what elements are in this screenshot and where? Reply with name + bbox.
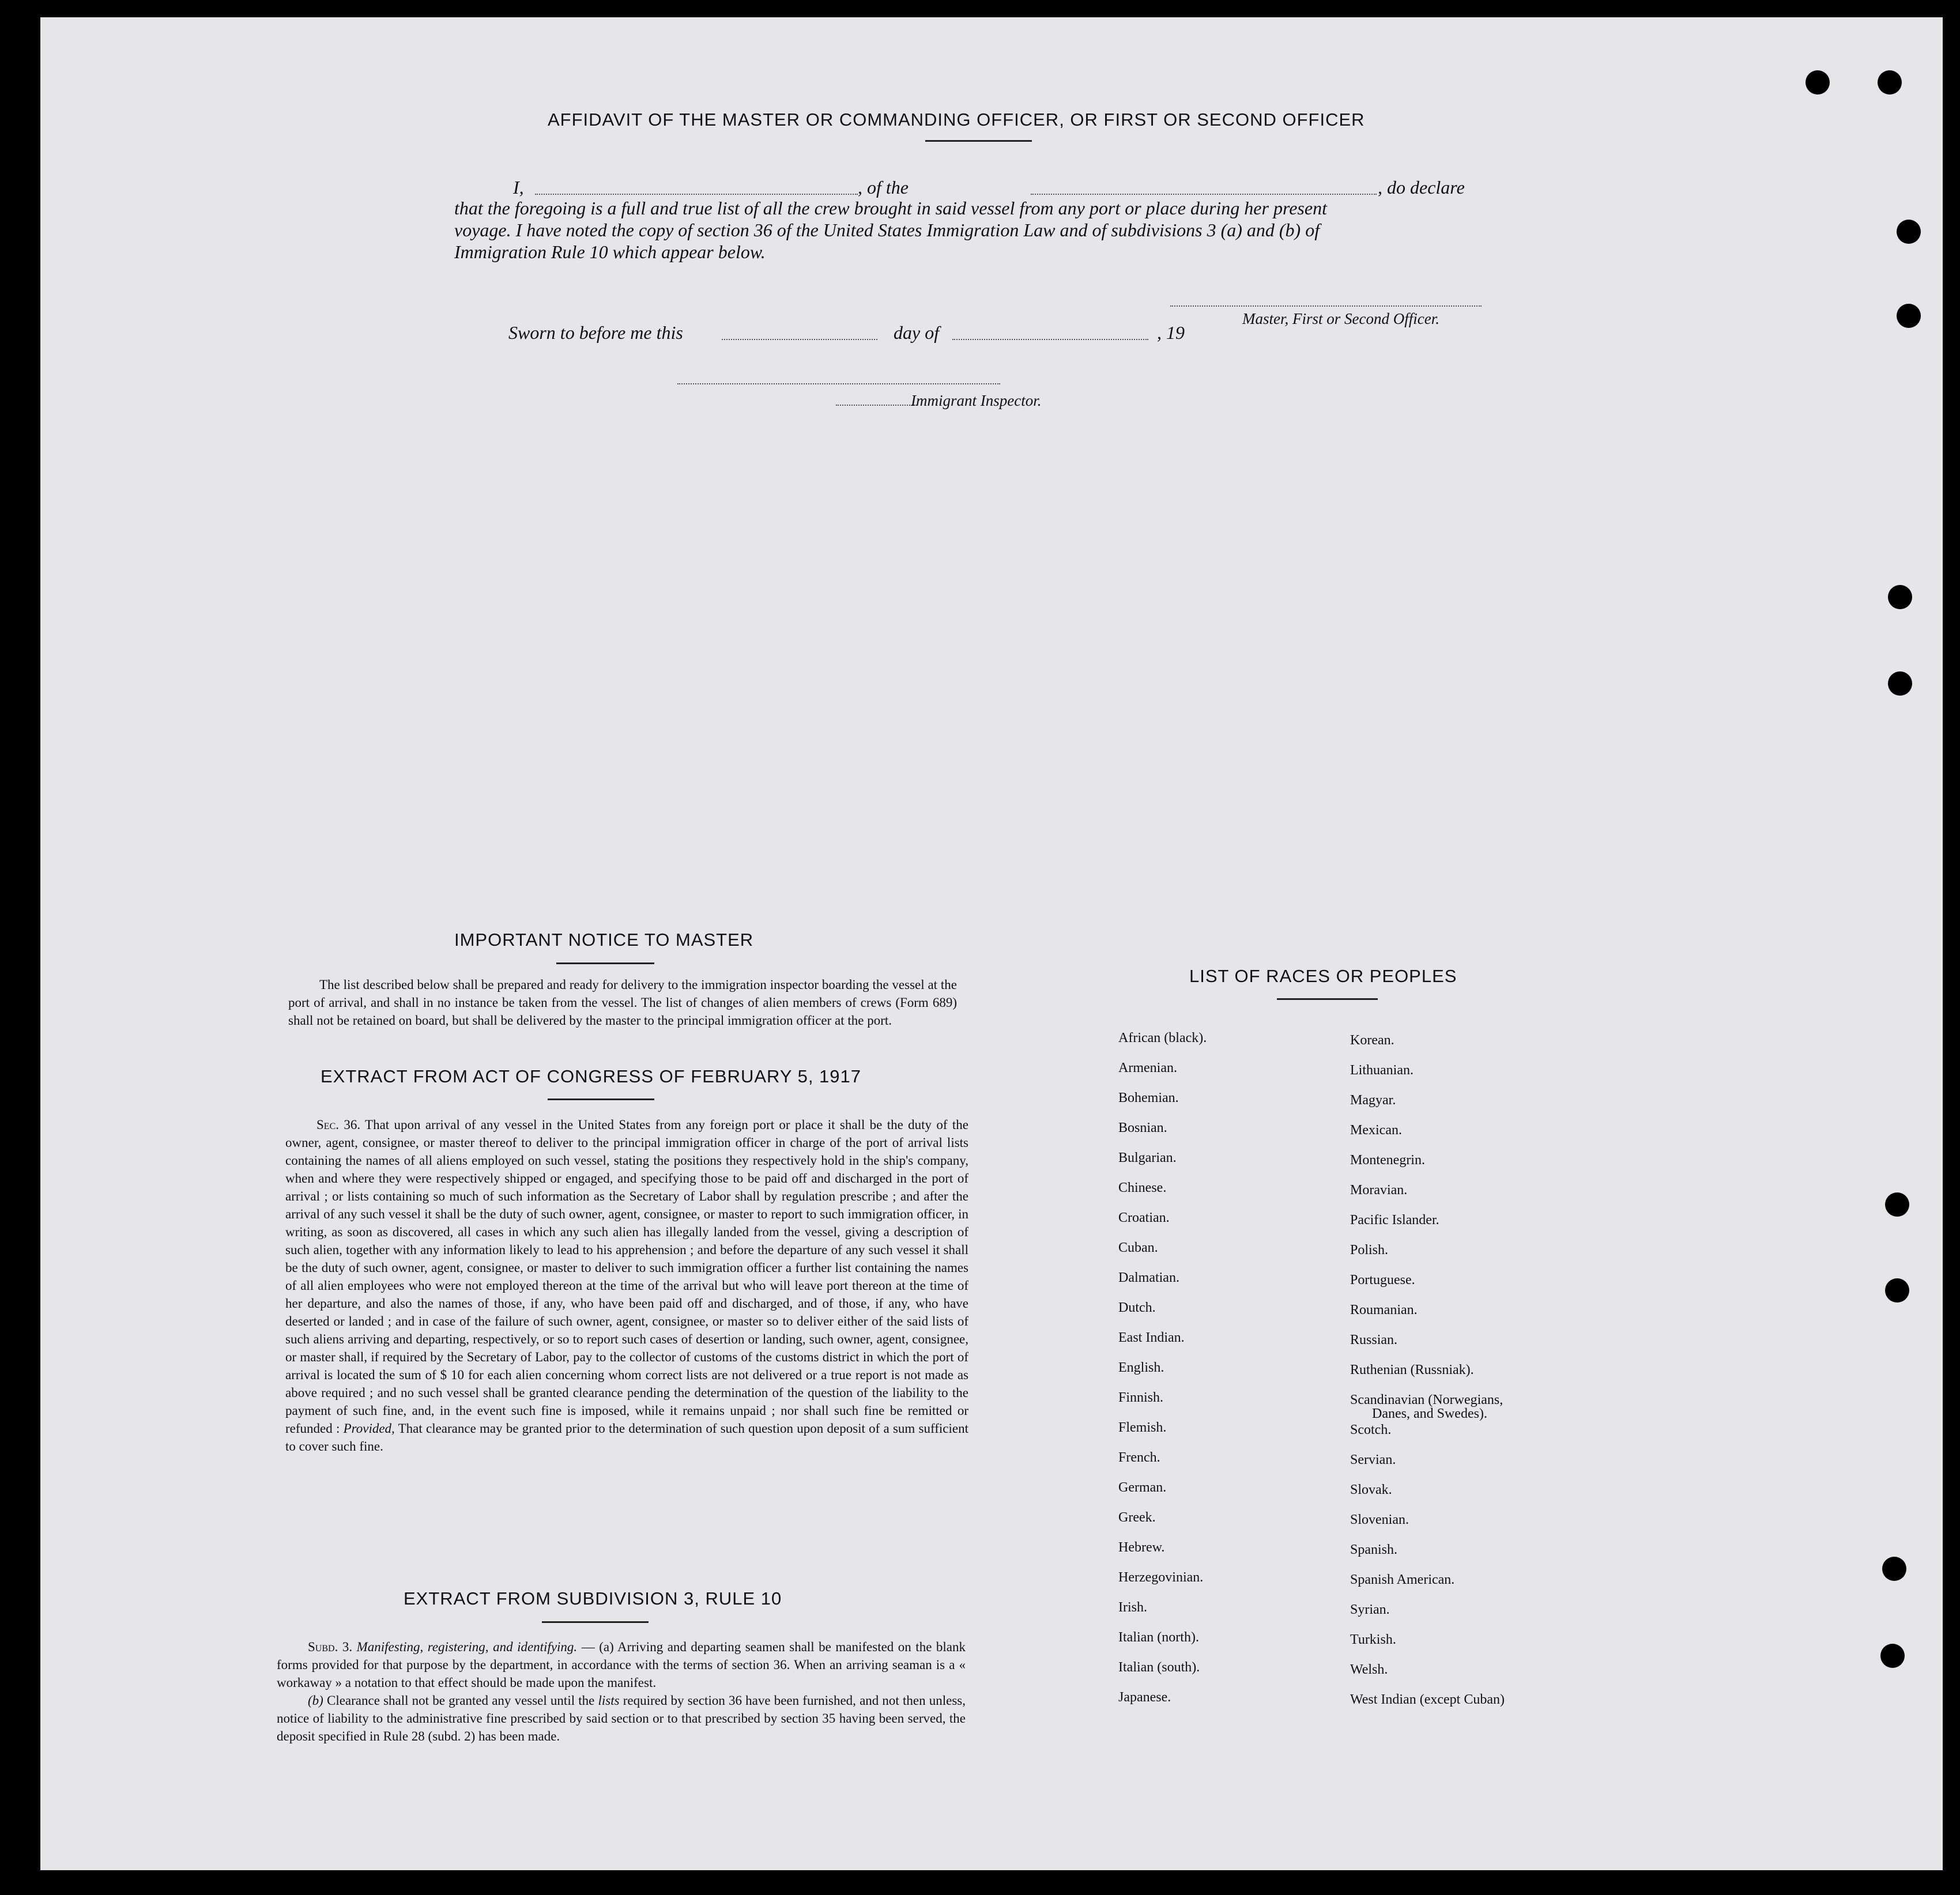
of-the-label: , of the [858, 177, 909, 198]
affidavit-title: AFFIDAVIT OF THE MASTER OR COMMANDING OFFICER, OR FIRST OR SECOND OFFICER [548, 110, 1365, 130]
sec-label: Sec. 36. [316, 1118, 361, 1132]
punch-hole [1880, 1644, 1905, 1668]
race-item: Welsh. [1350, 1662, 1388, 1677]
race-item: Magyar. [1350, 1093, 1396, 1108]
race-item: Italian (south). [1118, 1660, 1200, 1675]
subd-b-text: required by section 36 have been furnished, and not then unless, notice of liability to the administrative fine prescribed by said section or to that prescribed by section 35 having been served, the deposit specified in Rule 28 (subd. 2) has been made. [277, 1693, 966, 1743]
punch-hole [1885, 1192, 1909, 1217]
affidavit-declaration [454, 176, 1516, 263]
subd-a-text: Arriving and departing seamen shall be manifested on the blank forms provided for that purpose by the department, in accordance with the terms of section 36. When an arriving seaman is a « workaway » a notation to that effect should be made upon the manifest. [277, 1640, 966, 1690]
race-item: Spanish. [1350, 1542, 1398, 1557]
races-title: LIST OF RACES OR PEOPLES [1189, 966, 1457, 986]
race-item: Scotch. [1350, 1422, 1392, 1437]
act-body-end: That clearance may be granted prior to the determination of such question upon deposit of a sum sufficient to cover such fine. [285, 1421, 968, 1454]
race-item: Ruthenian (Russniak). [1350, 1362, 1474, 1377]
rule-title: EXTRACT FROM SUBDIVISION 3, RULE 10 [404, 1588, 782, 1609]
subd-label: Subd. 3. [308, 1640, 353, 1654]
race-item: African (black). [1118, 1030, 1207, 1045]
punch-hole [1878, 70, 1902, 95]
act-title: EXTRACT FROM ACT OF CONGRESS OF FEBRUARY 5, 1917 [321, 1066, 862, 1086]
race-item: Slovenian. [1350, 1512, 1409, 1527]
inspector-signature-line [677, 383, 1000, 384]
race-item: Slovak. [1350, 1482, 1392, 1497]
act-provided: Provided, [343, 1421, 395, 1436]
punch-hole [1888, 585, 1912, 609]
affidavit-line: voyage. I have noted the copy of section 36 of the United States Immigration Law and of subdivisions 3 (a) and (b) of [454, 220, 1320, 240]
race-item: Greek. [1118, 1510, 1156, 1525]
races-column-2 [1350, 1025, 1505, 1715]
race-item: Croatian. [1118, 1210, 1170, 1225]
race-item: Bosnian. [1118, 1120, 1167, 1135]
race-item: Armenian. [1118, 1060, 1177, 1075]
race-item: Russian. [1350, 1332, 1398, 1347]
sworn-line [508, 322, 1258, 345]
affidavit-i-label: I, [513, 177, 524, 198]
race-item: Turkish. [1350, 1632, 1396, 1647]
subd-a-label: — (a) [581, 1640, 614, 1654]
title-underline [542, 1621, 649, 1623]
race-item: Bulgarian. [1118, 1150, 1177, 1165]
race-item: Scandinavian (Norwegians, [1350, 1392, 1503, 1407]
rule-text [277, 1638, 966, 1745]
notice-text [288, 976, 957, 1029]
document-page [40, 17, 1943, 1870]
race-item: Cuban. [1118, 1240, 1158, 1255]
inspector-signature-line [836, 405, 917, 406]
affidavit-line: Immigration Rule 10 which appear below. [454, 241, 766, 262]
race-item: Dutch. [1118, 1300, 1156, 1315]
race-item: Finnish. [1118, 1390, 1164, 1405]
race-item: Herzegovinian. [1118, 1570, 1204, 1585]
race-item: East Indian. [1118, 1330, 1185, 1345]
race-item: Montenegrin. [1350, 1153, 1425, 1168]
race-item: Hebrew. [1118, 1540, 1165, 1555]
declare-label: , do declare [1378, 177, 1465, 198]
race-item: English. [1118, 1360, 1164, 1375]
subd-b-lists: lists [598, 1693, 620, 1708]
subd-b-text: Clearance shall not be granted any vessel until the [326, 1693, 595, 1708]
race-item: West Indian (except Cuban) [1350, 1692, 1505, 1707]
day-of-label: day of [894, 322, 940, 343]
race-item: Flemish. [1118, 1420, 1167, 1435]
vessel-blank [1031, 194, 1377, 195]
affidavit-line: that the foregoing is a full and true list of all the crew brought in said vessel from any port or place during her present [454, 198, 1327, 218]
race-item: Irish. [1118, 1600, 1147, 1615]
subd-b-label: (b) [308, 1693, 323, 1708]
race-item: Japanese. [1118, 1690, 1171, 1705]
punch-hole [1806, 70, 1830, 95]
race-item: Pacific Islander. [1350, 1213, 1439, 1228]
punch-hole [1897, 220, 1921, 244]
subd-heading: Manifesting, registering, and identifying. [356, 1640, 578, 1654]
inspector-signature-label: Immigrant Inspector. [911, 392, 1042, 409]
race-item: Italian (north). [1118, 1630, 1199, 1645]
title-underline [1277, 998, 1378, 1000]
race-item: Danes, and Swedes). [1372, 1406, 1487, 1421]
races-column-1 [1118, 1023, 1207, 1712]
notice-body: The list described below shall be prepared and ready for delivery to the immigration inspector boarding the vessel at the port of arrival, and shall in no instance be taken from the vessel. The list of changes of alien members of crews (Form 689) shall not be retained on board, but shall be delivered by the master to the principal immigration officer at the port. [288, 977, 957, 1028]
act-body: That upon arrival of any vessel in the United States from any foreign port or place it shall be the duty of the owner, agent, consignee, or master thereof to deliver to the principal immigration officer in charge of the port of arrival lists containing the names of all aliens employed on such vessel, stating the positions they respectively hold in the ship's company, when and where they were respectively shipped or engaged, and specifying those to be paid off and discharged in the port of arrival ; or lists containing so much of such information as the Secretary of Labor shall by regulation prescribe ; and after the arrival of any such vessel it shall be the duty of such owner, agent, consignee, or master to report to such immigration officer, in writing, as soon as discovered, all cases in which any such alien has illegally landed from the vessel, giving a description of such alien, together with any information likely to lead to his apprehension ; and before the departure of any such vessel it shall be the duty of such owner, agent, consignee, or master to deliver to such immigration officer a further list containing the names of all alien employees who were not employed thereon at the time of the arrival but who will leave port thereon at the time of her departure, and also the names of those, if any, who have been paid off and discharged, and of those, if any, who have deserted or landed ; and in case of the failure of such owner, agent, consignee, or master so to deliver either of the said lists of such aliens arriving and departing, respectively, or so to report such cases of desertion or landing, such owner, agent, consignee, or master shall, if required by the Secretary of Labor, pay to the collector of customs of the customs district in which the port of arrival is located the sum of $ 10 for each alien concerning whom correct lists are not delivered or a true report is not made as above required ; and no such vessel shall be granted clearance pending the determination of the question of the liability to the payment of such fine, and, in the event such fine is imposed, while it remains unpaid ; nor shall such fine be remitted or refunded : [285, 1118, 968, 1436]
sworn-month-blank [952, 339, 1148, 340]
punch-hole [1885, 1278, 1909, 1303]
sworn-label: Sworn to before me this [508, 322, 683, 343]
race-item: Bohemian. [1118, 1090, 1179, 1105]
name-blank [535, 194, 858, 195]
race-item: Mexican. [1350, 1123, 1402, 1138]
master-signature-label: Master, First or Second Officer. [1242, 310, 1439, 327]
master-signature-line [1170, 305, 1482, 307]
notice-title: IMPORTANT NOTICE TO MASTER [454, 930, 754, 950]
race-item: Servian. [1350, 1452, 1396, 1467]
act-text [285, 1116, 968, 1455]
race-item: Roumanian. [1350, 1303, 1418, 1318]
race-item: Moravian. [1350, 1183, 1408, 1198]
race-item: Chinese. [1118, 1180, 1167, 1195]
punch-hole [1897, 304, 1921, 328]
title-underline [925, 140, 1032, 142]
race-item: German. [1118, 1480, 1167, 1495]
sworn-day-blank [722, 339, 877, 340]
race-item: Portuguese. [1350, 1273, 1415, 1288]
race-item: Dalmatian. [1118, 1270, 1179, 1285]
race-item: Syrian. [1350, 1602, 1390, 1617]
title-underline [548, 1099, 654, 1100]
race-item: Korean. [1350, 1033, 1394, 1048]
race-item: Polish. [1350, 1243, 1389, 1258]
year-label: , 19 [1157, 322, 1185, 343]
race-item: Spanish American. [1350, 1572, 1455, 1587]
title-underline [556, 962, 654, 964]
race-item: French. [1118, 1450, 1160, 1465]
punch-hole [1888, 671, 1912, 696]
race-item: Lithuanian. [1350, 1063, 1414, 1078]
punch-hole [1882, 1557, 1906, 1581]
